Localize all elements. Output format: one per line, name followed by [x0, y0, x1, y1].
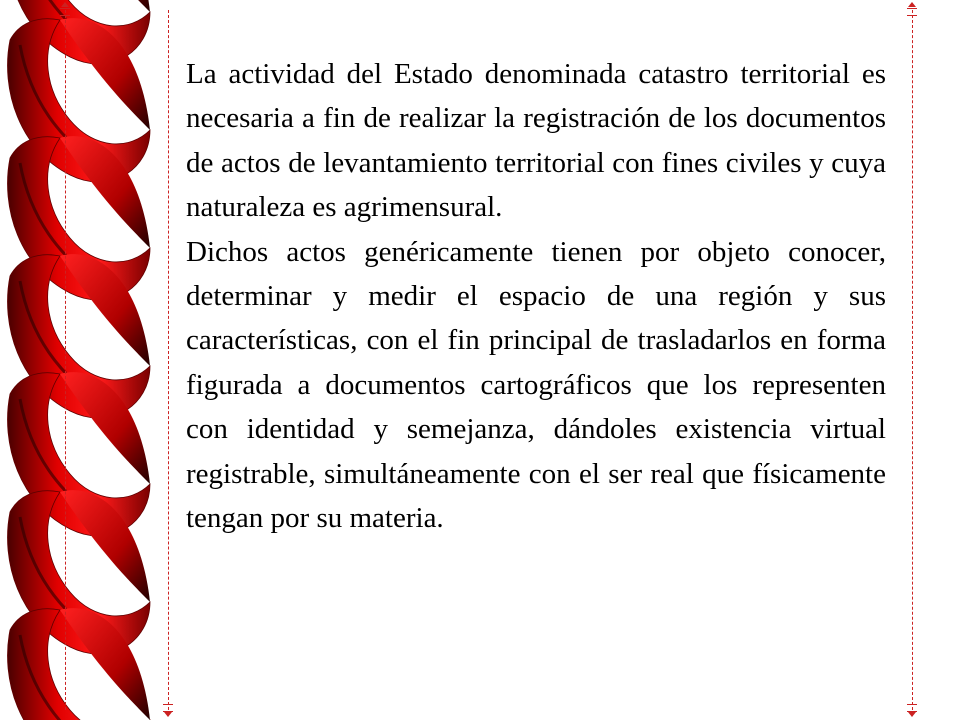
guide-arrow-up-icon [61, 2, 69, 7]
guide-tick-icon [907, 704, 917, 712]
paragraph-2: Dichos actos genéricamente tienen por objeto conocer, determinar y medir el espacio de una región y sus características, con el fin principal de trasladarlos en forma figurada a documentos cartográficos que los representen con identidad y semejanza, dándoles existencia virtual registrable, simultáneamente con el ser real que físicamente tengan por su materia. [186, 235, 886, 535]
guide-line-right [912, 10, 913, 710]
guide-line-left [65, 10, 66, 710]
red-ribbon-decoration [0, 0, 160, 720]
paragraph-1: La actividad del Estado denominada catastro territorial es necesaria a fin de realizar la registración de los documentos de actos de levantamiento territorial con fines civiles y cuya naturaleza es agrimensural. [186, 58, 886, 224]
guide-arrow-up-icon [908, 2, 916, 7]
guide-line-middle [168, 10, 169, 710]
guide-arrow-down-icon [908, 712, 916, 717]
slide-body-text [186, 52, 886, 540]
guide-tick-icon [163, 704, 173, 712]
guide-arrow-down-icon [164, 712, 172, 717]
guide-tick-icon [60, 8, 70, 16]
guide-tick-icon [907, 8, 917, 16]
